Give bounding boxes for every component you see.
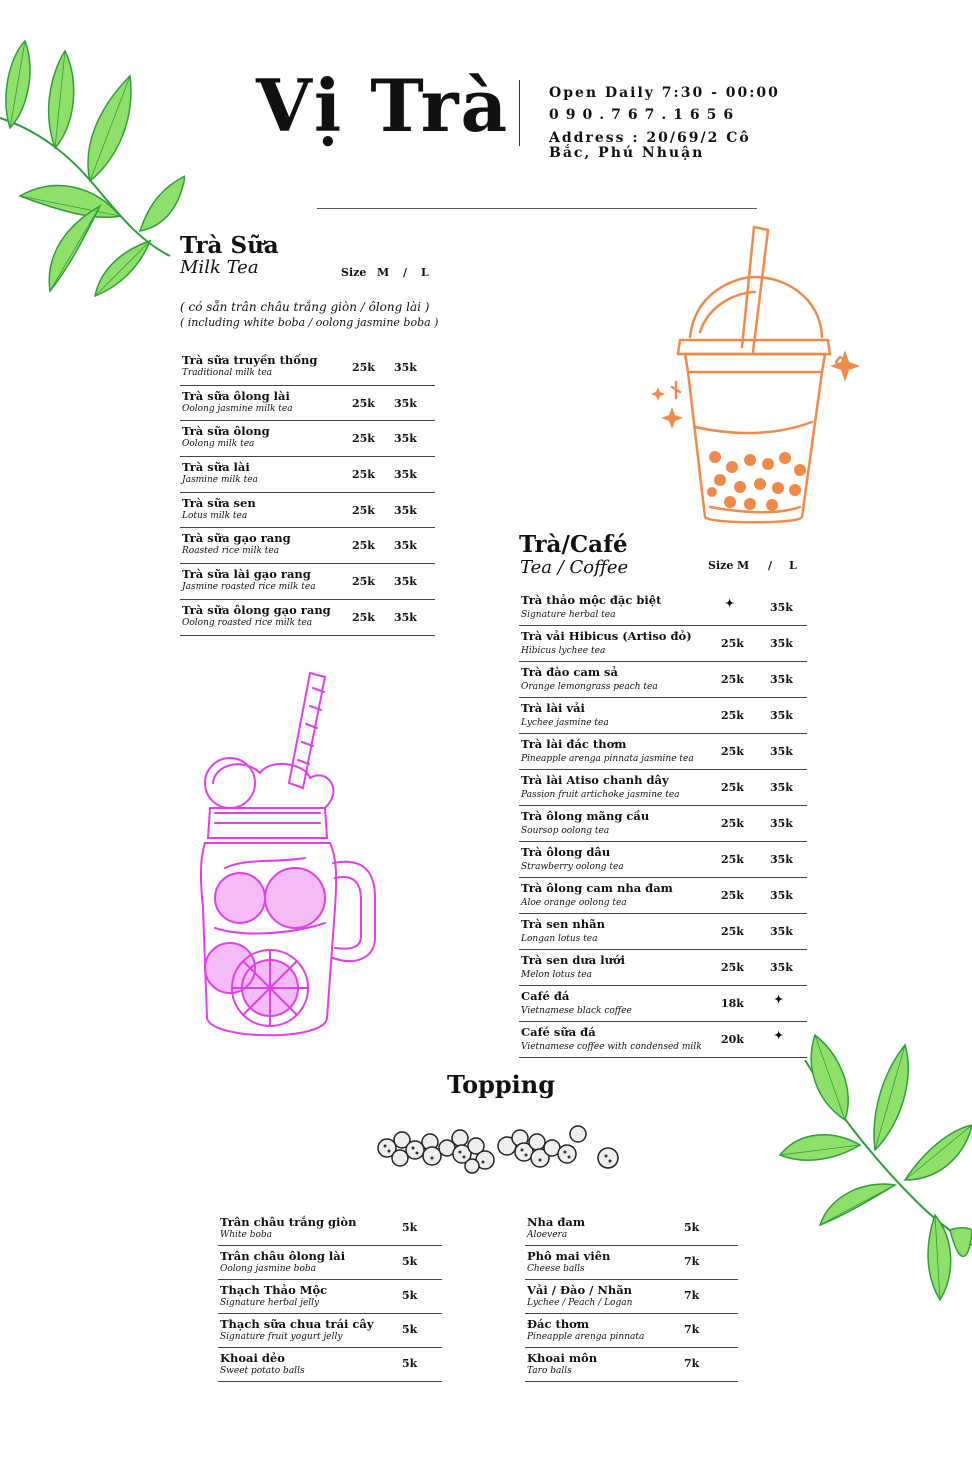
size-label: Size <box>341 266 367 279</box>
topping-price: 5k <box>402 1255 418 1268</box>
menu-row <box>180 457 435 493</box>
item-english-name: Orange lemongrass peach tea <box>521 682 658 692</box>
item-english-name: Cheese balls <box>527 1264 585 1274</box>
topping-menu-right <box>525 1212 738 1382</box>
price-m: 25k <box>352 575 375 589</box>
tea-coffee-subtitle: Tea / Coffee <box>520 557 629 578</box>
milk-tea-note-vi: ( có sẵn trân châu trắng giòn / ôlong lài ) <box>180 300 430 314</box>
item-name: Trân châu ôlong lài <box>220 1249 346 1263</box>
item-english-name: Lychee / Peach / Logan <box>527 1298 633 1308</box>
price-m: 25k <box>352 432 375 446</box>
item-name: Trà sen dưa lưới <box>521 953 626 967</box>
menu-row <box>180 421 435 457</box>
size-separator: / <box>403 266 408 279</box>
item-name: Trà sữa gạo rang <box>182 531 291 546</box>
price-m: 25k <box>721 673 744 686</box>
topping-price: 7k <box>684 1323 700 1336</box>
menu-row <box>519 986 807 1022</box>
item-name: Café đá <box>521 989 570 1003</box>
item-english-name: Sweet potato balls <box>220 1366 305 1376</box>
price-l: 35k <box>770 925 793 938</box>
price-m: 25k <box>721 853 744 866</box>
size-separator: / <box>768 559 773 572</box>
item-name: Trà sữa ôlong <box>182 424 270 439</box>
item-english-name: Signature herbal tea <box>521 610 616 620</box>
price-l: 35k <box>394 575 417 589</box>
item-english-name: Pineapple arenga pinnata <box>527 1332 645 1342</box>
mason-jar-drink-illustration <box>185 668 380 1053</box>
item-name: Đác thơm <box>527 1317 590 1331</box>
milk-tea-note-en: ( including white boba / oolong jasmine boba ) <box>180 316 439 329</box>
header-horizontal-divider <box>317 208 757 209</box>
topping-row <box>218 1280 442 1314</box>
item-name: Khoai môn <box>527 1351 598 1365</box>
topping-title: Topping <box>447 1070 556 1099</box>
boba-cup-illustration <box>650 222 860 532</box>
item-english-name: Traditional milk tea <box>182 368 273 378</box>
size-m-label: M <box>737 559 750 572</box>
item-name: Phô mai viên <box>527 1249 611 1263</box>
item-name: Trà ôlong mãng cầu <box>521 809 650 823</box>
item-english-name: Lychee jasmine tea <box>521 718 609 728</box>
boba-pearls-illustration <box>372 1120 624 1175</box>
menu-row <box>180 600 435 636</box>
price-l: 35k <box>394 468 417 482</box>
item-name: Vải / Đào / Nhãn <box>527 1283 633 1297</box>
price-l: 35k <box>770 781 793 794</box>
price-l: ✦ <box>774 993 784 1006</box>
price-l: ✦ <box>774 1029 784 1042</box>
item-name: Trà sữa lài gạo rang <box>182 567 311 582</box>
item-english-name: Vietnamese black coffee <box>521 1006 632 1016</box>
item-name: Trà vải Hibicus (Artiso đỏ) <box>521 629 692 643</box>
price-l: 35k <box>770 601 793 614</box>
item-name: Trà sữa sen <box>182 495 256 510</box>
item-name: Thạch sữa chua trái cây <box>220 1317 374 1331</box>
price-l: 35k <box>394 610 417 624</box>
price-m: 25k <box>352 503 375 517</box>
menu-row <box>519 734 807 770</box>
menu-row <box>519 950 807 986</box>
item-english-name: Lotus milk tea <box>182 510 248 521</box>
menu-row <box>519 842 807 878</box>
price-m: 25k <box>352 396 375 410</box>
item-english-name: Soursop oolong tea <box>521 826 610 836</box>
item-name: Trà lài vải <box>521 701 585 715</box>
price-m: 25k <box>721 709 744 722</box>
topping-price: 7k <box>684 1255 700 1268</box>
price-m: 25k <box>352 539 375 553</box>
price-l: 35k <box>770 709 793 722</box>
size-label: Size <box>708 559 734 572</box>
menu-row <box>180 564 435 600</box>
topping-row <box>218 1348 442 1382</box>
topping-price: 5k <box>402 1323 418 1336</box>
milk-tea-title: Trà Sữa <box>180 232 279 259</box>
address: Address : 20/69/2 Cô Bắc, Phú Nhuận <box>549 130 751 162</box>
price-m: 25k <box>721 781 744 794</box>
item-english-name: Aloevera <box>527 1230 568 1240</box>
topping-price: 5k <box>402 1221 418 1234</box>
header-vertical-divider <box>519 80 520 146</box>
item-english-name: Jasmine roasted rice milk tea <box>182 582 316 593</box>
item-english-name: Oolong jasmine milk tea <box>182 403 293 414</box>
menu-row <box>519 770 807 806</box>
milk-tea-size-header <box>341 266 441 280</box>
topping-menu-left <box>218 1212 442 1382</box>
item-english-name: Oolong milk tea <box>182 439 255 450</box>
item-english-name: Signature herbal jelly <box>220 1298 320 1308</box>
menu-row <box>180 386 435 422</box>
topping-row <box>525 1280 738 1314</box>
price-m: 25k <box>721 925 744 938</box>
topping-price: 5k <box>684 1221 700 1234</box>
item-english-name: Melon lotus tea <box>521 970 592 980</box>
milk-tea-subtitle: Milk Tea <box>180 257 259 278</box>
item-name: Trân châu trắng giòn <box>220 1215 357 1229</box>
item-name: Trà đào cam sả <box>521 665 618 679</box>
item-english-name: Taro balls <box>527 1366 572 1376</box>
item-english-name: Longan lotus tea <box>521 934 598 944</box>
topping-row <box>525 1314 738 1348</box>
item-name: Trà sen nhãn <box>521 917 605 931</box>
price-m: 25k <box>721 745 744 758</box>
price-m: 18k <box>721 997 744 1010</box>
item-name: Thạch Thảo Mộc <box>220 1283 328 1297</box>
item-english-name: Passion fruit artichoke jasmine tea <box>521 790 680 800</box>
price-l: 35k <box>770 745 793 758</box>
tea-coffee-size-header <box>708 559 808 573</box>
tea-coffee-menu <box>519 590 807 1058</box>
item-name: Café sữa đá <box>521 1025 596 1039</box>
item-name: Trà thảo mộc đặc biệt <box>521 593 662 607</box>
item-english-name: Hibicus lychee tea <box>521 646 606 656</box>
item-name: Trà lài đác thơm <box>521 737 627 751</box>
menu-row <box>519 1022 807 1058</box>
price-m: 25k <box>721 637 744 650</box>
price-l: 35k <box>770 817 793 830</box>
topping-row <box>525 1348 738 1382</box>
price-m: 25k <box>721 889 744 902</box>
phone-number: 090.767.1656 <box>549 107 741 123</box>
topping-price: 7k <box>684 1289 700 1302</box>
price-l: 35k <box>770 961 793 974</box>
menu-row <box>519 626 807 662</box>
item-name: Trà ôlong cam nha đam <box>521 881 673 895</box>
topping-price: 5k <box>402 1289 418 1302</box>
item-name: Nha đam <box>527 1215 585 1229</box>
item-name: Trà sữa ôlong gạo rang <box>182 602 331 617</box>
topping-row <box>218 1314 442 1348</box>
item-english-name: Oolong roasted rice milk tea <box>182 617 313 628</box>
price-m: 20k <box>721 1033 744 1046</box>
leaf-top-left-illustration <box>0 36 185 301</box>
opening-hours: Open Daily 7:30 - 00:00 <box>549 85 780 101</box>
price-l: 35k <box>394 396 417 410</box>
topping-row <box>218 1212 442 1246</box>
item-name: Trà sữa truyền thống <box>182 353 318 367</box>
item-name: Trà lài Atiso chanh dây <box>521 773 669 787</box>
menu-row <box>519 590 807 626</box>
price-l: 35k <box>394 503 417 517</box>
price-l: 35k <box>770 637 793 650</box>
topping-price: 5k <box>402 1357 418 1370</box>
price-l: 35k <box>394 539 417 553</box>
item-english-name: Jasmine milk tea <box>182 475 258 486</box>
size-l-label: L <box>789 559 797 572</box>
item-english-name: Pineapple arenga pinnata jasmine tea <box>521 754 694 764</box>
price-m: ✦ <box>725 597 735 610</box>
item-name: Trà sữa lài <box>182 460 250 475</box>
menu-row <box>519 698 807 734</box>
item-english-name: Signature fruit yogurt jelly <box>220 1332 343 1342</box>
price-l: 35k <box>770 889 793 902</box>
menu-row <box>519 914 807 950</box>
item-name: Trà sữa ôlong lài <box>182 388 290 403</box>
item-english-name: Roasted rice milk tea <box>182 546 280 557</box>
price-l: 35k <box>770 853 793 866</box>
topping-row <box>525 1212 738 1246</box>
price-l: 35k <box>394 432 417 446</box>
price-l: 35k <box>394 361 417 374</box>
price-l: 35k <box>770 673 793 686</box>
size-m-label: M <box>377 266 390 279</box>
item-english-name: White boba <box>220 1230 273 1240</box>
topping-price: 7k <box>684 1357 700 1370</box>
item-english-name: Vietnamese coffee with condensed milk <box>521 1042 702 1052</box>
item-english-name: Aloe orange oolong tea <box>521 898 627 908</box>
menu-row <box>180 493 435 529</box>
price-m: 25k <box>352 468 375 482</box>
tea-coffee-title: Trà/Café <box>519 531 628 558</box>
item-name: Khoai dẻo <box>220 1351 285 1365</box>
menu-row <box>180 528 435 564</box>
brand-title: Vị Trà <box>256 63 510 148</box>
item-english-name: Strawberry oolong tea <box>521 862 624 872</box>
size-l-label: L <box>421 266 429 279</box>
price-m: 25k <box>352 361 375 374</box>
menu-row <box>519 878 807 914</box>
price-m: 25k <box>352 610 375 624</box>
item-name: Trà ôlong dâu <box>521 845 611 859</box>
menu-row <box>519 806 807 842</box>
topping-row <box>218 1246 442 1280</box>
milk-tea-menu <box>180 350 435 636</box>
leaf-bottom-right-illustration <box>775 1030 972 1310</box>
menu-row <box>519 662 807 698</box>
menu-row <box>180 350 435 386</box>
topping-row <box>525 1246 738 1280</box>
price-m: 25k <box>721 817 744 830</box>
price-m: 25k <box>721 961 744 974</box>
item-english-name: Oolong jasmine boba <box>220 1264 316 1274</box>
